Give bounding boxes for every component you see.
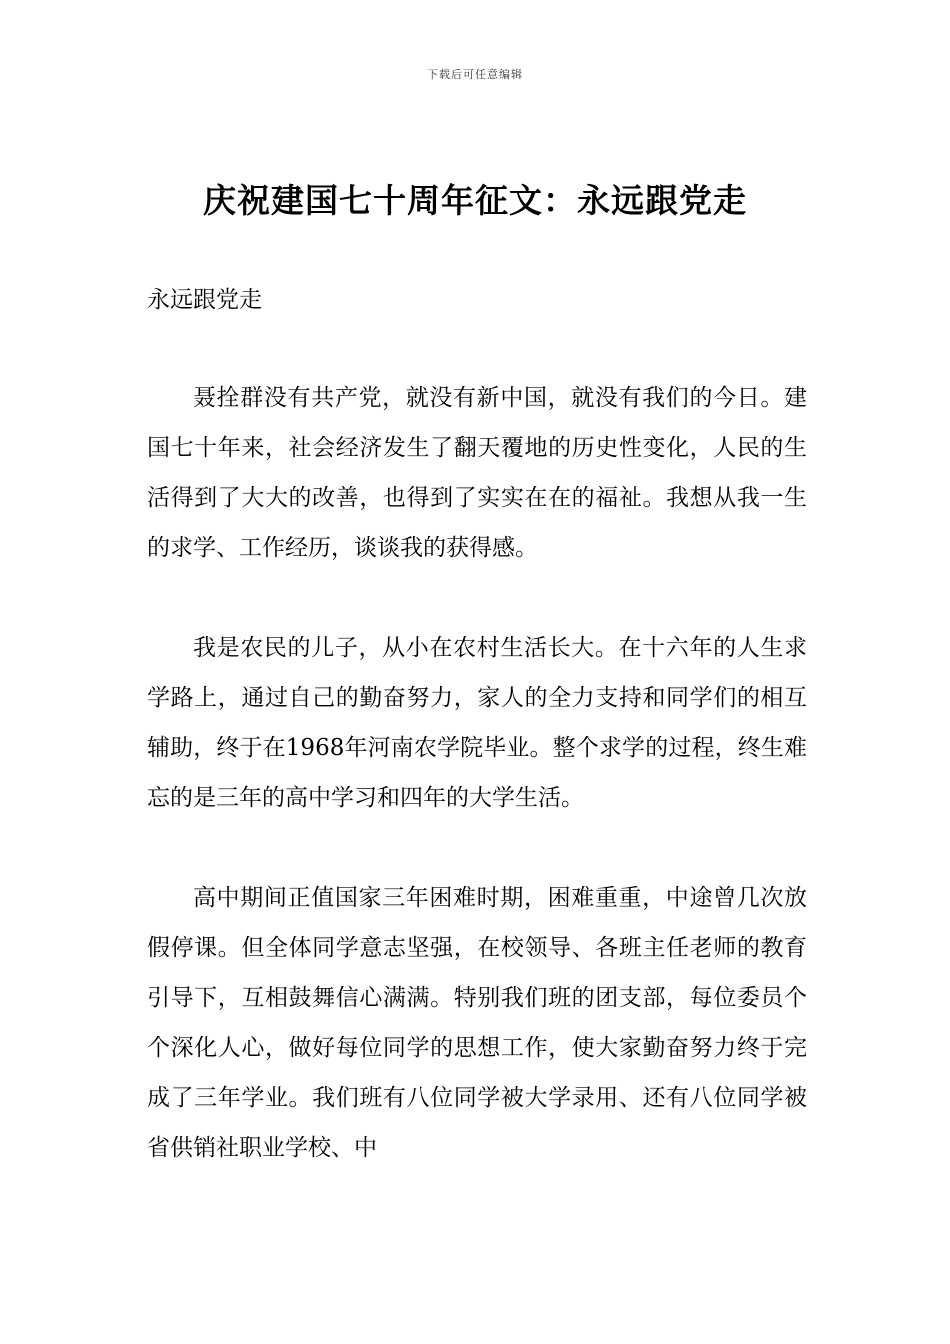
document-subtitle: 永远跟党走 — [147, 287, 262, 313]
paragraph-1: 聂拴群没有共产党，就没有新中国，就没有我们的今日。建国七十年来，社会经济发生了翻天覆地的历史性变化，人民的生活得到了大大的改善，也得到了实实在在的福祉。我想从我一生的求学、工作经历，谈谈我的获得感。 — [147, 385, 807, 561]
paragraph-2: 我是农民的儿子，从小在农村生活长大。在十六年的人生求学路上，通过自己的勤奋努力，家人的全力支持和同学们的相互辅助，终于在1968年河南农学院毕业。整个求学的过程，终生难忘的是三年的高中学习和四年的大学生活。 — [147, 635, 807, 811]
document-title: 庆祝建国七十周年征文：永远跟党走 — [203, 181, 747, 220]
document-body — [147, 280, 807, 1173]
header-note: 下载后可任意编辑 — [427, 68, 523, 81]
paragraph-3: 高中期间正值国家三年困难时期，困难重重，中途曾几次放假停课。但全体同学意志坚强，在校领导、各班主任老师的教育引导下，互相鼓舞信心满满。特别我们班的团支部，每位委员个个深化人心，做好每位同学的思想工作，使大家勤奋努力终于完成了三年学业。我们班有八位同学被大学录用、还有八位同学被省供销社职业学校、中 — [147, 885, 807, 1161]
